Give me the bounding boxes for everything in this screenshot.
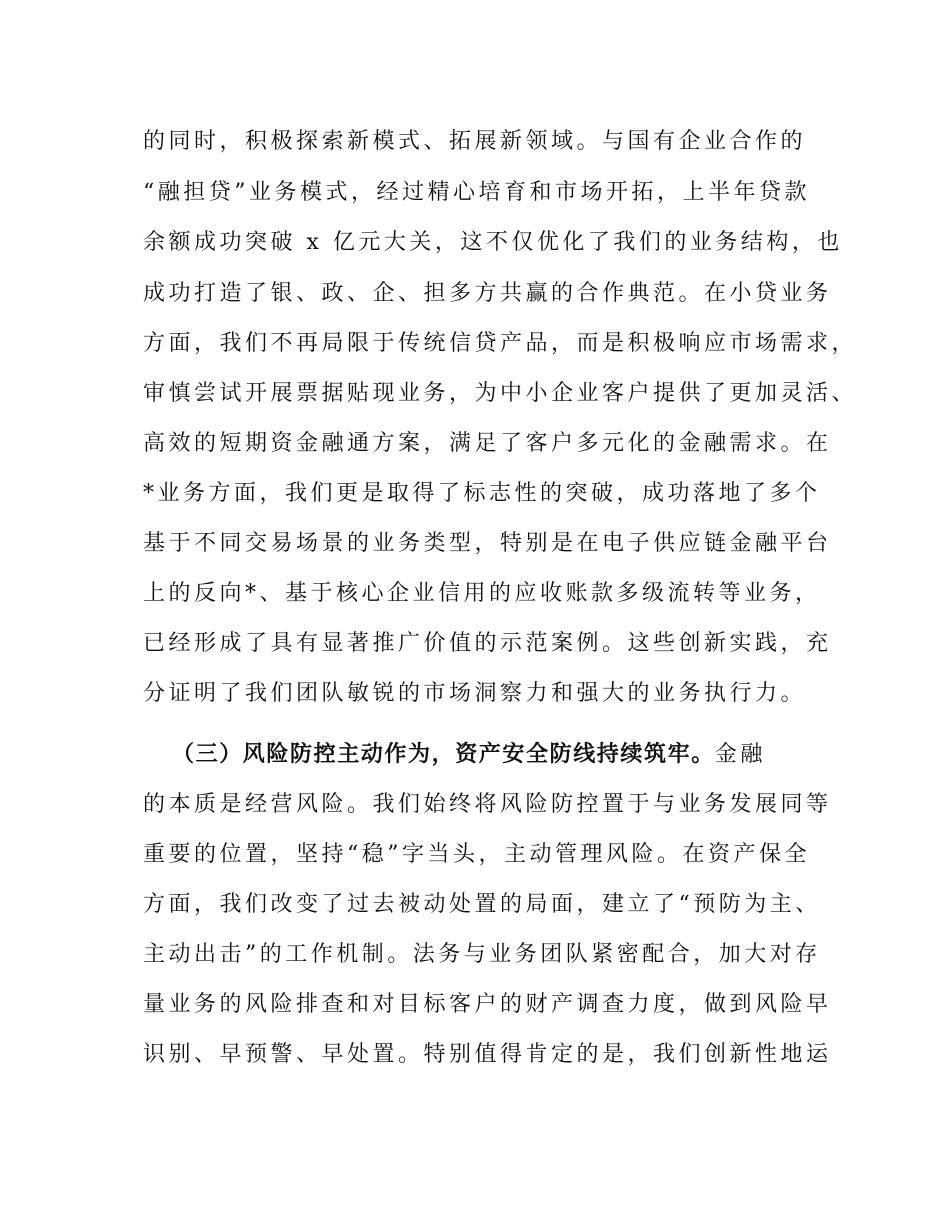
text-line: 主动出击”的工作机制。法务与业务团队紧密配合，加大对存 bbox=[143, 942, 821, 967]
text-line: 方面，我们不再局限于传统信贷产品，而是积极响应市场需求， bbox=[143, 331, 858, 356]
text-line: 的本质是经营风险。我们始终将风险防控置于与业务发展同等 bbox=[143, 792, 832, 817]
section-heading: （三）风险防控主动作为，资产安全防线持续筑牢。 bbox=[172, 742, 715, 767]
text-line: 上的反向*、基于核心企业信用的应收账款多级流转等业务， bbox=[143, 581, 821, 606]
text-line: 方面，我们改变了过去被动处置的局面，建立了“预防为主、 bbox=[143, 892, 821, 917]
text-line: 的同时，积极探索新模式、拓展新领域。与国有企业合作的 bbox=[143, 129, 807, 154]
text-line: *业务方面，我们更是取得了标志性的突破，成功落地了多个 bbox=[143, 481, 821, 506]
text-line: 基于不同交易场景的业务类型，特别是在电子供应链金融平台 bbox=[143, 531, 832, 556]
text-line: 高效的短期资金融通方案，满足了客户多元化的金融需求。在 bbox=[143, 431, 832, 456]
text-line: 量业务的风险排查和对目标客户的财产调查力度，做到风险早 bbox=[143, 992, 832, 1017]
text-line: 成功打造了银、政、企、担多方共赢的合作典范。在小贷业务 bbox=[143, 281, 832, 306]
text-line: 识别、早预警、早处置。特别值得肯定的是，我们创新性地运 bbox=[143, 1042, 832, 1067]
text-line: 分证明了我们团队敏锐的市场洞察力和强大的业务执行力。 bbox=[143, 681, 807, 706]
text-line: 余额成功突破 x 亿元大关，这不仅优化了我们的业务结构，也 bbox=[143, 230, 843, 255]
section-heading-tail: 金融 bbox=[714, 742, 766, 767]
text-line: “融担贷”业务模式，经过精心培育和市场开拓，上半年贷款 bbox=[143, 180, 810, 205]
section-heading-line bbox=[172, 735, 852, 775]
text-line: 已经形成了具有显著推广价值的示范案例。这些创新实践，充 bbox=[143, 631, 832, 656]
text-line: 审慎尝试开展票据贴现业务，为中小企业客户提供了更加灵活、 bbox=[143, 381, 858, 406]
text-line: 重要的位置，坚持“稳”字当头，主动管理风险。在资产保全 bbox=[143, 842, 810, 867]
